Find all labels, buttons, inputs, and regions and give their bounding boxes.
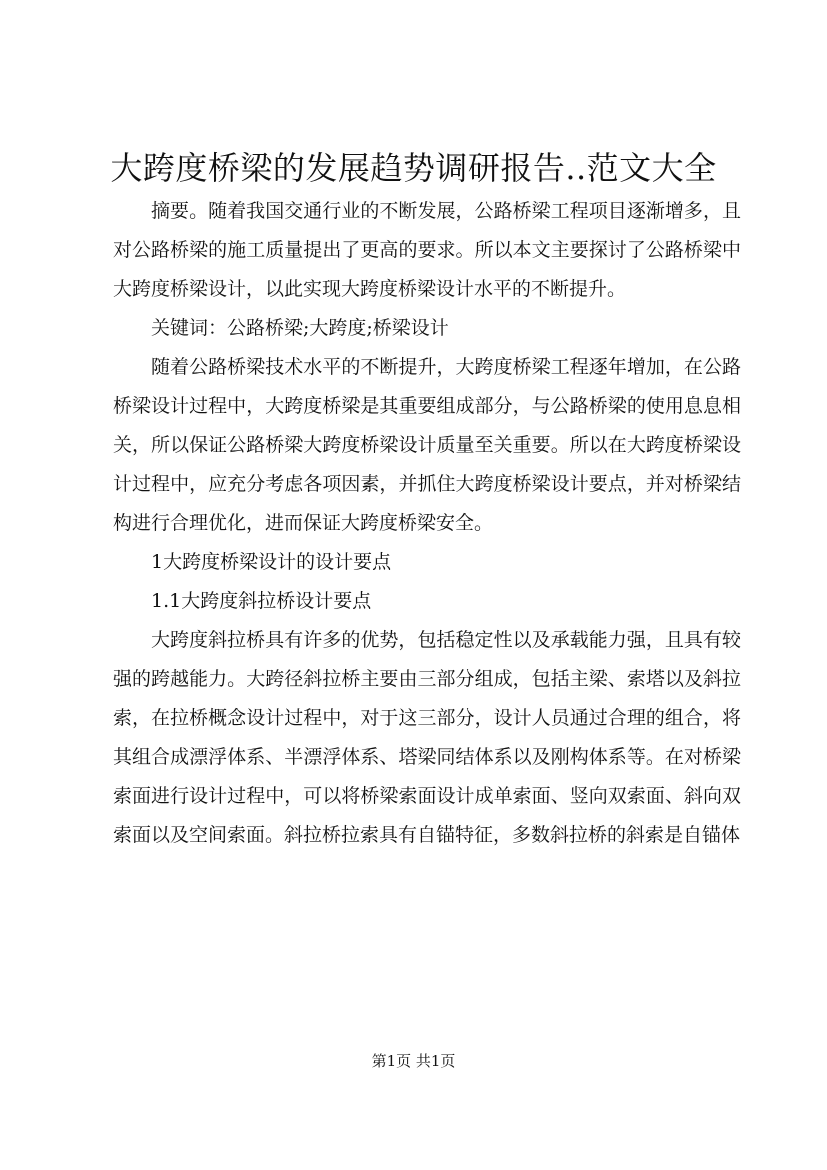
keywords-paragraph: 关键词：公路桥梁;大跨度;桥梁设计 <box>151 317 449 339</box>
body-paragraph: 大跨度斜拉桥具有许多的优势，包括稳定性以及承载能力强，且具有较强的跨越能力。大跨径斜拉桥主要由三部分组成，包括主梁、索塔以及斜拉索，在拉桥概念设计过程中，对于这三部分，设计人员通过合理的组合，将其组合成漂浮体系、半漂浮体系、塔梁同结体系以及刚构体系等。在对桥梁索面进行设计过程中，可以将桥梁索面设计成单索面、竖向双索面、斜向双索面以及空间索面。斜拉桥拉索具有自锚特征，多数斜拉桥的斜索是自锚体 <box>113 629 741 846</box>
page-footer: 第1页 共1页 <box>371 1052 456 1070</box>
document-body <box>113 192 741 855</box>
document-title: 大跨度桥梁的发展趋势调研报告..范文大全 <box>110 149 717 187</box>
section-heading: 1大跨度桥梁设计的设计要点 <box>151 551 392 573</box>
subsection-heading: 1.1大跨度斜拉桥设计要点 <box>151 590 372 612</box>
abstract-paragraph: 摘要。随着我国交通行业的不断发展，公路桥梁工程项目逐渐增多，且对公路桥梁的施工质量提出了更高的要求。所以本文主要探讨了公路桥梁中大跨度桥梁设计，以此实现大跨度桥梁设计水平的不断提升。 <box>113 200 741 300</box>
intro-paragraph: 随着公路桥梁技术水平的不断提升，大跨度桥梁工程逐年增加，在公路桥梁设计过程中，大跨度桥梁是其重要组成部分，与公路桥梁的使用息息相关，所以保证公路桥梁大跨度桥梁设计质量至关重要。所以在大跨度桥梁设计过程中，应充分考虑各项因素，并抓住大跨度桥梁设计要点，并对桥梁结构进行合理优化，进而保证大跨度桥梁安全。 <box>113 356 741 534</box>
